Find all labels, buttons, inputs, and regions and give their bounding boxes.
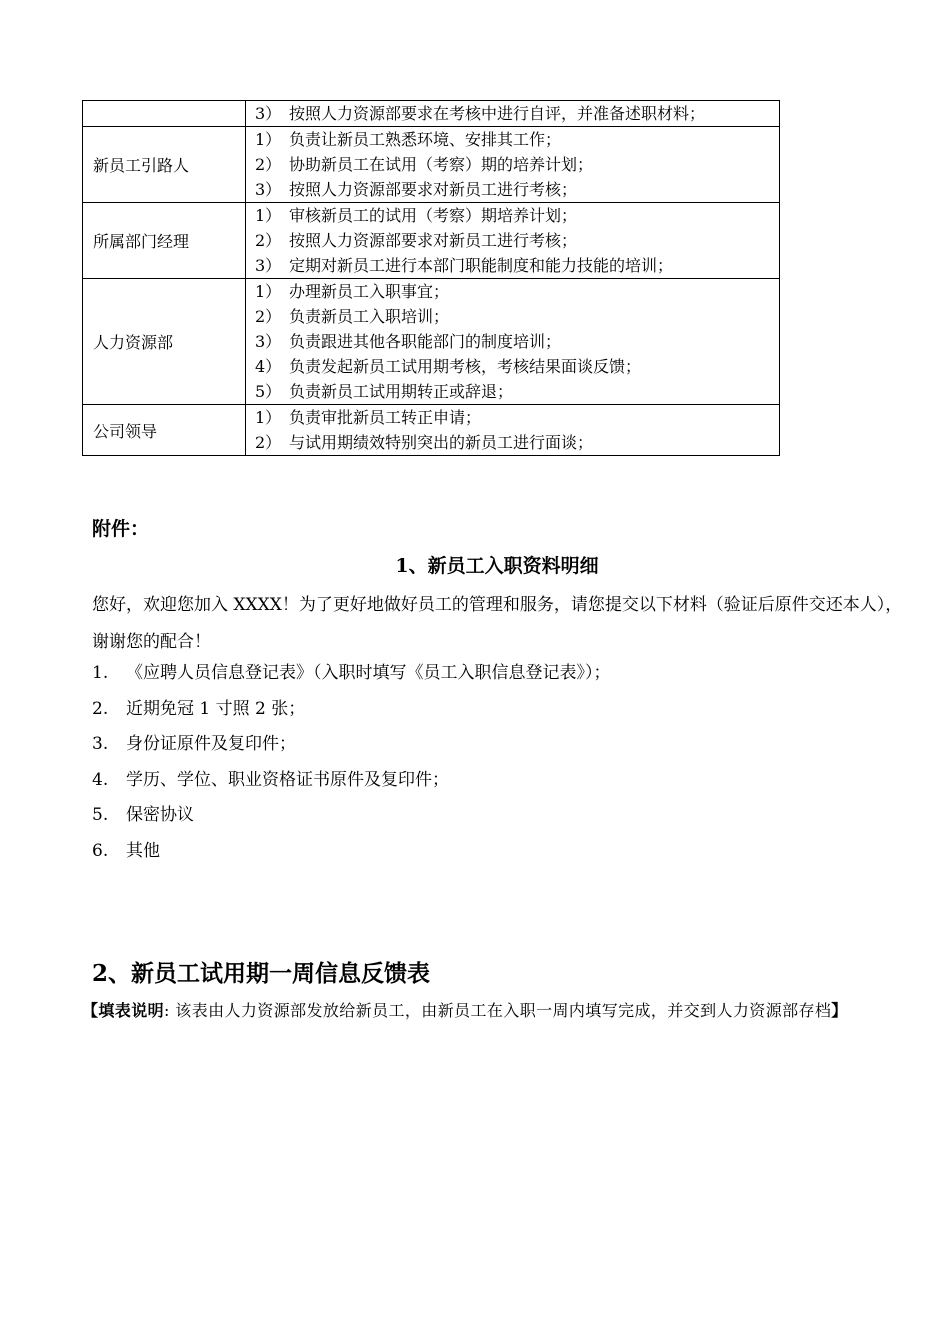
role-cell: 公司领导 [83, 405, 246, 456]
duty-item [255, 228, 779, 253]
list-item [92, 763, 912, 799]
duty-number: 3） [255, 256, 282, 275]
duty-item [255, 127, 779, 152]
list-text: 近期免冠 1 寸照 2 张； [126, 698, 306, 719]
duty-number: 1） [255, 282, 282, 301]
roles-table [82, 100, 780, 456]
duty-text: 审核新员工的试用（考察）期培养计划； [289, 206, 578, 225]
duty-number: 2） [255, 307, 282, 326]
duty-item [255, 279, 779, 304]
duty-item [255, 253, 779, 278]
list-item [92, 727, 912, 763]
list-number: 2. [92, 698, 109, 719]
duty-number: 2） [255, 231, 282, 250]
duty-text: 与试用期绩效特别突出的新员工进行面谈； [289, 433, 594, 452]
roles-table-body [83, 101, 780, 456]
duty-item [255, 379, 779, 404]
list-text: 身份证原件及复印件； [126, 734, 296, 754]
materials-list [92, 656, 912, 869]
duty-item [255, 152, 779, 177]
duty-number: 1） [255, 408, 282, 427]
duty-number: 1） [255, 206, 282, 225]
duty-item [255, 203, 779, 228]
duties-cell [246, 203, 780, 279]
role-cell: 所属部门经理 [83, 203, 246, 279]
table-row [83, 405, 780, 456]
table-row [83, 203, 780, 279]
list-text: 学历、学位、职业资格证书原件及复印件； [126, 769, 449, 790]
table-row [83, 101, 780, 127]
duty-number: 1） [255, 130, 282, 149]
duties-cell [246, 101, 780, 127]
list-text: 保密协议 [126, 805, 194, 825]
duty-text: 协助新员工在试用（考察）期的培养计划； [289, 155, 594, 174]
duty-text: 负责跟进其他各职能部门的制度培训； [289, 332, 562, 351]
duty-text: 定期对新员工进行本部门职能制度和能力技能的培训； [289, 256, 674, 275]
duties-cell [246, 405, 780, 456]
list-number: 1. [92, 663, 109, 683]
list-text: 其他 [126, 840, 160, 861]
attachment-title: 1、新员工入职资料明细 [395, 555, 599, 577]
duty-number: 2） [255, 155, 282, 174]
duty-text: 负责审批新员工转正申请； [289, 408, 482, 427]
duty-item [255, 101, 779, 126]
fill-instructions-text: : 该表由人力资源部发放给新员工，由新员工在入职一周内填写完成，并交到人力资源部存档 [164, 1001, 832, 1020]
duty-number: 2） [255, 433, 282, 452]
role-cell: 新员工引路人 [83, 127, 246, 203]
attachment-intro: 您好，欢迎您加入 XXXX！为了更好地做好员工的管理和服务，请您提交以下材料（验证后原件交还本人），谢谢您的配合！ [92, 595, 903, 652]
list-item [92, 834, 912, 870]
duty-text: 负责新员工试用期转正或辞退； [289, 382, 514, 401]
attachment-label: 附件： [92, 518, 150, 540]
duty-text: 负责让新员工熟悉环境、安排其工作； [289, 130, 562, 149]
duty-text: 负责新员工入职培训； [289, 307, 450, 326]
list-text: 《应聘人员信息登记表》（入职时填写《员工入职信息登记表》）； [126, 663, 611, 683]
duty-item [255, 329, 779, 354]
duties-cell [246, 279, 780, 405]
duty-text: 按照人力资源部要求在考核中进行自评，并准备述职材料； [289, 104, 706, 123]
role-cell: 人力资源部 [83, 279, 246, 405]
list-number: 5. [92, 805, 109, 825]
duty-number: 3） [255, 104, 282, 123]
duty-item [255, 405, 779, 430]
duties-cell [246, 127, 780, 203]
list-number: 4. [92, 769, 109, 790]
duty-item [255, 354, 779, 379]
duty-item [255, 430, 779, 455]
duty-text: 负责发起新员工试用期考核，考核结果面谈反馈； [289, 357, 642, 376]
table-row [83, 279, 780, 405]
section2-title: 2、新员工试用期一周信息反馈表 [92, 960, 431, 987]
list-item [92, 692, 912, 728]
duty-number: 5） [255, 382, 282, 401]
list-number: 6. [92, 840, 109, 861]
fill-instructions [82, 998, 908, 1023]
duty-item [255, 177, 779, 202]
duty-number: 3） [255, 332, 282, 351]
list-number: 3. [92, 734, 109, 754]
fill-instructions-close: 】 [831, 1001, 848, 1020]
duty-text: 按照人力资源部要求对新员工进行考核； [289, 180, 578, 199]
fill-instructions-label: 【填表说明 [82, 1001, 165, 1020]
duty-number: 3） [255, 180, 282, 199]
duty-text: 办理新员工入职事宜； [289, 282, 450, 301]
duty-item [255, 304, 779, 329]
list-item [92, 656, 912, 692]
table-row [83, 127, 780, 203]
duty-text: 按照人力资源部要求对新员工进行考核； [289, 231, 578, 250]
list-item [92, 798, 912, 834]
role-cell [83, 101, 246, 127]
duty-number: 4） [255, 357, 282, 376]
